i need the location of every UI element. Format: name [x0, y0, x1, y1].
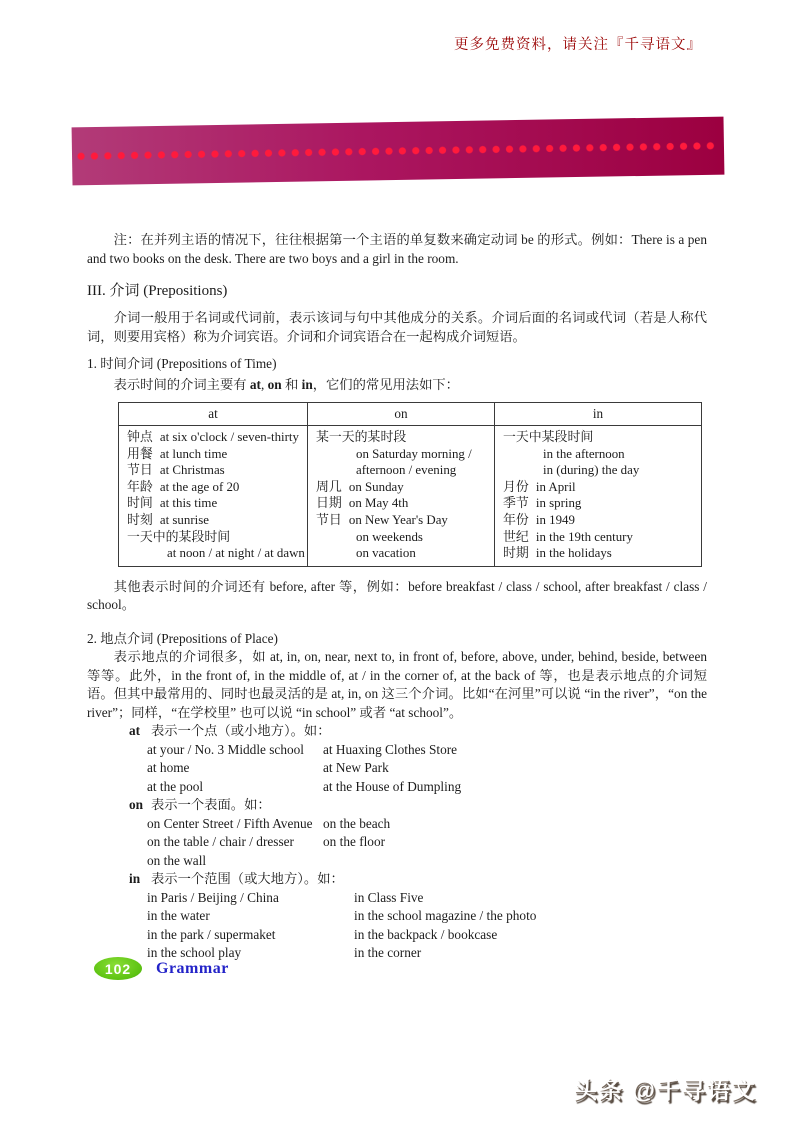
time-other-paragraph: 其他表示时间的介词还有 before, after 等，例如：before breakfast / class / school, after breakfast / class / school。 — [87, 578, 707, 613]
place-example: at Huaxing Clothes Store — [323, 741, 458, 757]
table-line-indented: on Saturday morning / — [356, 446, 472, 461]
place-block-description: 表示一个表面。如： — [151, 797, 271, 813]
place-block-heading — [129, 796, 707, 815]
header-notice: 更多免费资料，请关注『千寻语文』 — [454, 37, 702, 53]
place-block-on — [87, 796, 707, 870]
place-example: in the school magazine / the photo — [354, 908, 537, 924]
place-example: in the school play — [147, 945, 242, 961]
usage-example: at Christmas — [159, 463, 225, 478]
usage-example: at lunch time — [159, 446, 228, 461]
usage-example: in the holidays — [535, 546, 612, 561]
table-column-in — [495, 426, 702, 567]
lead-text: ，它们的常见用法如下： — [312, 376, 459, 392]
decorative-banner — [72, 117, 725, 186]
table-header-in: in — [495, 403, 702, 426]
place-example: at New Park — [323, 760, 389, 776]
lead-text: 和 — [281, 376, 302, 392]
table-line — [119, 495, 307, 512]
note-paragraph: 注：在并列主语的情况下，往往根据第一个主语的单复数来确定动词 be 的形式。例如：There is a pen and two books on the desk. There are two boys and a girl in the room. — [87, 232, 707, 266]
place-example-row — [147, 815, 707, 834]
place-example: on the floor — [323, 834, 386, 850]
table-line — [119, 446, 307, 463]
table-line-full: 一天中某段时间 — [503, 430, 594, 444]
place-block-description: 表示一个点（或小地方）。如： — [151, 723, 331, 739]
preposition-word: on — [129, 797, 144, 813]
place-example: at the House of Dumpling — [323, 778, 462, 794]
place-block-at — [87, 722, 707, 796]
preposition-word: at — [249, 376, 261, 392]
lead-text: , — [260, 376, 268, 392]
section-3-intro: 介词一般用于名词或代词前，表示该词与句中其他成分的关系。介词后面的名词或代词（若是人称代词，则要用宾格）称为介词宾语。介词和介词宾语合在一起构成介词短语。 — [87, 310, 707, 344]
usage-category-label: 年龄 — [127, 479, 153, 494]
place-example: on the beach — [323, 815, 391, 831]
table-line — [119, 512, 307, 529]
place-example: on the wall — [147, 852, 207, 868]
preposition-word: in — [129, 871, 141, 887]
place-example-row — [147, 926, 707, 945]
table-line — [119, 429, 307, 446]
watermark: 头条 @千寻语文 — [574, 1077, 757, 1103]
content-column — [87, 231, 707, 963]
usage-category-label: 节日 — [127, 463, 153, 478]
usage-category-label: 世纪 — [503, 529, 529, 544]
lead-text: 表示时间的介词主要有 — [113, 376, 250, 392]
place-prepositions-heading: 2. 地点介词 (Prepositions of Place) — [87, 630, 278, 646]
usage-example: in 1949 — [535, 512, 575, 527]
usage-example: in April — [535, 479, 576, 494]
table-line-indented: in (during) the day — [543, 463, 640, 478]
place-example-row — [147, 852, 707, 871]
banner-dots-strip — [77, 142, 719, 161]
place-example: at the pool — [147, 778, 204, 794]
table-line-full: 一天中的某段时间 — [127, 529, 231, 544]
table-line — [495, 545, 701, 562]
place-example-row — [147, 759, 707, 778]
table-line — [495, 479, 701, 496]
usage-category-label: 月份 — [503, 479, 529, 494]
section-3-heading: III. 介词 (Prepositions) — [87, 283, 228, 299]
place-example: at your / No. 3 Middle school — [147, 741, 304, 757]
usage-example: at this time — [159, 496, 218, 511]
place-example: in Class Five — [354, 889, 424, 905]
usage-example: at sunrise — [159, 512, 209, 527]
table-line — [495, 512, 701, 529]
prepositions-of-time-table — [118, 402, 702, 567]
footer — [94, 957, 229, 980]
preposition-word: in — [301, 376, 313, 392]
table-line-indented: on weekends — [356, 529, 423, 544]
time-prepositions-heading: 1. 时间介词 (Prepositions of Time) — [87, 356, 277, 371]
table-line-indented: on vacation — [356, 546, 416, 561]
place-example: at home — [147, 760, 190, 776]
place-example: in the backpack / bookcase — [354, 926, 498, 942]
preposition-word: on — [267, 376, 282, 392]
usage-category-label: 日期 — [316, 496, 342, 511]
usage-category-label: 时期 — [503, 546, 529, 561]
usage-category-label: 时刻 — [127, 512, 153, 527]
place-example: on the table / chair / dresser — [147, 834, 294, 850]
place-example-row — [147, 778, 707, 797]
place-example: in Paris / Beijing / China — [147, 889, 279, 905]
table-line-indented: in the afternoon — [543, 446, 625, 461]
usage-example: on May 4th — [348, 496, 409, 511]
usage-category-label: 年份 — [503, 512, 529, 527]
usage-example: on Sunday — [348, 479, 404, 494]
place-example-row — [147, 907, 707, 926]
usage-category-label: 钟点 — [127, 430, 153, 444]
table-column-at — [119, 426, 308, 567]
place-usage-blocks — [87, 722, 707, 963]
table-line — [119, 462, 307, 479]
table-line — [308, 512, 494, 529]
table-line — [119, 479, 307, 496]
usage-category-label: 时间 — [127, 496, 153, 511]
place-example-row — [147, 833, 707, 852]
table-line-full: 某一天的某时段 — [316, 430, 407, 444]
table-line — [308, 495, 494, 512]
table-line-indented: afternoon / evening — [356, 463, 457, 478]
usage-example: in the 19th century — [535, 529, 633, 544]
place-example: in the corner — [354, 945, 422, 961]
place-example: in the park / supermaket — [147, 926, 276, 942]
place-example-row — [147, 889, 707, 908]
place-block-in — [87, 870, 707, 963]
grammar-section-label: Grammar — [156, 959, 229, 977]
table-header-on: on — [308, 403, 495, 426]
table-line — [495, 495, 701, 512]
usage-example: on New Year's Day — [348, 512, 448, 527]
place-block-description: 表示一个范围（或大地方）。如： — [151, 871, 344, 887]
place-example-row — [147, 944, 707, 963]
usage-category-label: 节日 — [316, 512, 342, 527]
usage-example: at six o'clock / seven-thirty — [159, 430, 299, 444]
place-block-heading — [129, 722, 707, 741]
preposition-word: at — [129, 723, 141, 739]
usage-category-label: 用餐 — [127, 446, 153, 461]
table-header-at: at — [119, 403, 308, 426]
table-line — [495, 529, 701, 546]
time-prepositions-lead — [87, 376, 707, 395]
table-column-on — [308, 426, 495, 567]
usage-category-label: 季节 — [503, 496, 529, 511]
usage-example: in spring — [535, 496, 582, 511]
table-line-indented: at noon / at night / at dawn — [167, 546, 305, 561]
usage-example: at the age of 20 — [159, 479, 240, 494]
place-example: on Center Street / Fifth Avenue — [147, 815, 313, 831]
usage-category-label: 周几 — [316, 479, 342, 494]
page-number-badge: 102 — [94, 957, 142, 980]
place-block-heading — [129, 870, 707, 889]
place-example: in the water — [147, 908, 210, 924]
place-example-row — [147, 741, 707, 760]
place-intro: 表示地点的介词很多，如 at, in, on, near, next to, in front of, before, above, under, behind, beside, between 等等。此外，in the front of, in the middle of, at / in the corner of, at the back of 等，也是表示地点的介词短语。但其中最常用的、同时也最灵活的是 at, in, on 这三个介词。比如“在河里”可以说 “in the river”，“on the river”；同样，“在学校里” 也可以说 “in school” 或者 “at school”。 — [87, 649, 707, 720]
table-line — [308, 479, 494, 496]
